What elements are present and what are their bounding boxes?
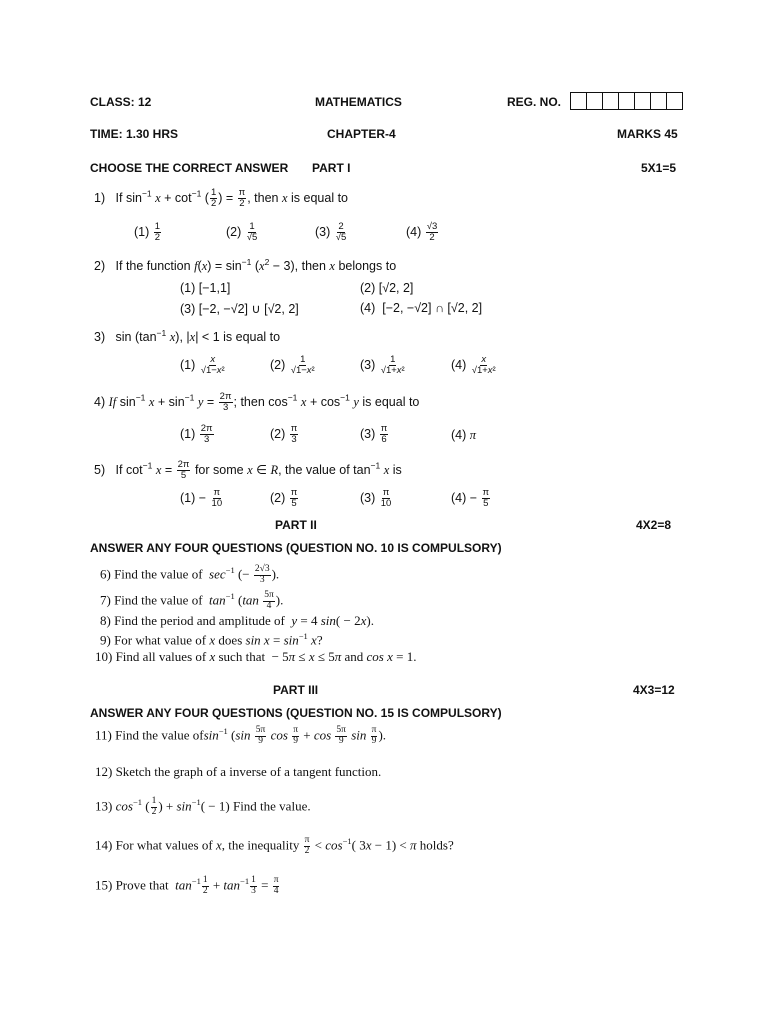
part3-title: PART III	[273, 683, 319, 697]
class-label: CLASS: 12	[90, 95, 152, 109]
part1-title: PART I	[312, 161, 351, 175]
question-6: 6) Find the value of $\sec^{-1}$ (− $\frac{2√3}{3}$ ).	[100, 564, 280, 585]
question-2: 2) If the function $f(x) = \sin^{-1} (x^2 - 3)$, then x belongs to	[94, 257, 397, 274]
q5-option-4: (4) − $\frac{\pi}{5}$	[451, 487, 490, 509]
part3-instruction: ANSWER ANY FOUR QUESTIONS (QUESTION NO. 15 IS COMPULSORY)	[90, 706, 502, 720]
question-9: 9) For what value of x does $\sin x = \sin^{-1} x$?	[100, 631, 323, 648]
question-3: 3) $\sin (\tan^{-1}$ x), |x| < 1 is equal to	[94, 328, 281, 345]
q4-option-2: (2) $\frac{\pi}{3}$	[270, 423, 298, 445]
question-10: 10) Find all values of x such that − 5π ≤ x ≤ 5π and cos x = 1.	[95, 649, 417, 664]
q1-option-3: (3) $\frac{2}{√5}$	[315, 221, 347, 243]
part1-instruction: CHOOSE THE CORRECT ANSWER	[90, 161, 289, 175]
subject-label: MATHEMATICS	[315, 95, 402, 109]
q1-option-2: (2) $\frac{1}{√5}$	[226, 221, 258, 243]
question-13: 13) $\cos^{-1}$ ( $\frac{1}{2}$ ) + $\sin^{-1}( - 1)$ Find the value.	[95, 796, 311, 817]
part1-marks: 5X1=5	[641, 161, 677, 175]
q2-option-1: (1) [−1,1]	[180, 281, 231, 295]
q2-option-3: (3) [−2, −√2] ∪ [√2, 2]	[180, 302, 299, 316]
question-11: 11) Find the value ofsin$^{-1}$ (sin $\frac{5\pi}{9}$ cos $\frac{\pi}{9}$ + cos $\frac{5\pi}{9}$ sin $\frac{\pi}{9}$ ).	[95, 725, 387, 746]
q4-option-3: (3) $\frac{\pi}{6}$	[360, 423, 388, 445]
q1-option-4: (4) $\frac{√3}{2}$	[406, 221, 438, 243]
q3-option-4: (4) $\frac{x}{\text{√1+x²}}$	[451, 354, 496, 376]
question-1: 1) If $\sin^{-1} x + \cot^{-1}$ ( $\frac{1}{2}$ ) = $\frac{\pi}{2}$ , then x is equal to	[94, 187, 349, 209]
q3-option-3: (3) $\frac{1}{\text{√1+x²}}$	[360, 354, 405, 376]
reg-no-label: REG. NO.	[507, 95, 562, 109]
q5-option-3: (3) $\frac{\pi}{10}$	[360, 487, 392, 509]
question-15: 15) Prove that $\tan^{-1}$ $\frac{1}{2}$ + $\tan^{-1}$ $\frac{1}{3}$ = $\frac{\pi}{4}$	[95, 875, 279, 896]
question-7: 7) Find the value of $\tan^{-1} (\tan$ $\frac{5\pi}{4}$ ).	[100, 590, 284, 611]
q1-option-1: (1) $\frac{1}{2}$	[134, 221, 161, 243]
q3-option-1: (1) $\frac{x}{\text{√1−x²}}$	[180, 354, 225, 376]
part2-title: PART II	[275, 518, 317, 532]
part2-instruction: ANSWER ANY FOUR QUESTIONS (QUESTION NO. 10 IS COMPULSORY)	[90, 541, 502, 555]
q2-option-4: (4) [−2, −√2] ∩ [√2, 2]	[360, 301, 483, 315]
q5-option-2: (2) $\frac{\pi}{5}$	[270, 487, 298, 509]
question-14: 14) For what values of x, the inequality $\frac{\pi}{2}$ < $\cos^{-1}$( 3x − 1) < π holds?	[95, 835, 454, 856]
time-label: TIME: 1.30 HRS	[90, 127, 179, 141]
part2-marks: 4X2=8	[636, 518, 672, 532]
chapter-label: CHAPTER-4	[327, 127, 396, 141]
marks-label: MARKS 45	[617, 127, 678, 141]
part3-marks: 4X3=12	[633, 683, 675, 697]
q2-option-2: (2) [√2, 2]	[360, 281, 414, 295]
question-12: 12) Sketch the graph of a inverse of a tangent function.	[95, 764, 382, 779]
q3-option-2: (2) $\frac{1}{\text{√1−x²}}$	[270, 354, 315, 376]
reg-no-boxes[interactable]	[570, 92, 683, 110]
q4-option-4: (4) π	[451, 428, 477, 442]
question-5: 5) If $\cot^{-1} x$ = $\frac{2\pi}{5}$ for some x ∈ R, the value of $\tan^{-1} x$ is	[94, 459, 402, 481]
q4-option-1: (1) $\frac{2\pi}{3}$	[180, 423, 213, 445]
question-8: 8) Find the period and amplitude of y = 4 sin( − 2x).	[100, 613, 374, 628]
question-4: 4) If $\sin^{-1} x + \sin^{-1} y$ = $\frac{2\pi}{3}$ ; then $\cos^{-1} x + \cos^{-1} y$ is equal to	[94, 391, 420, 413]
q5-option-1: (1) − $\frac{\pi}{10}$	[180, 487, 223, 509]
